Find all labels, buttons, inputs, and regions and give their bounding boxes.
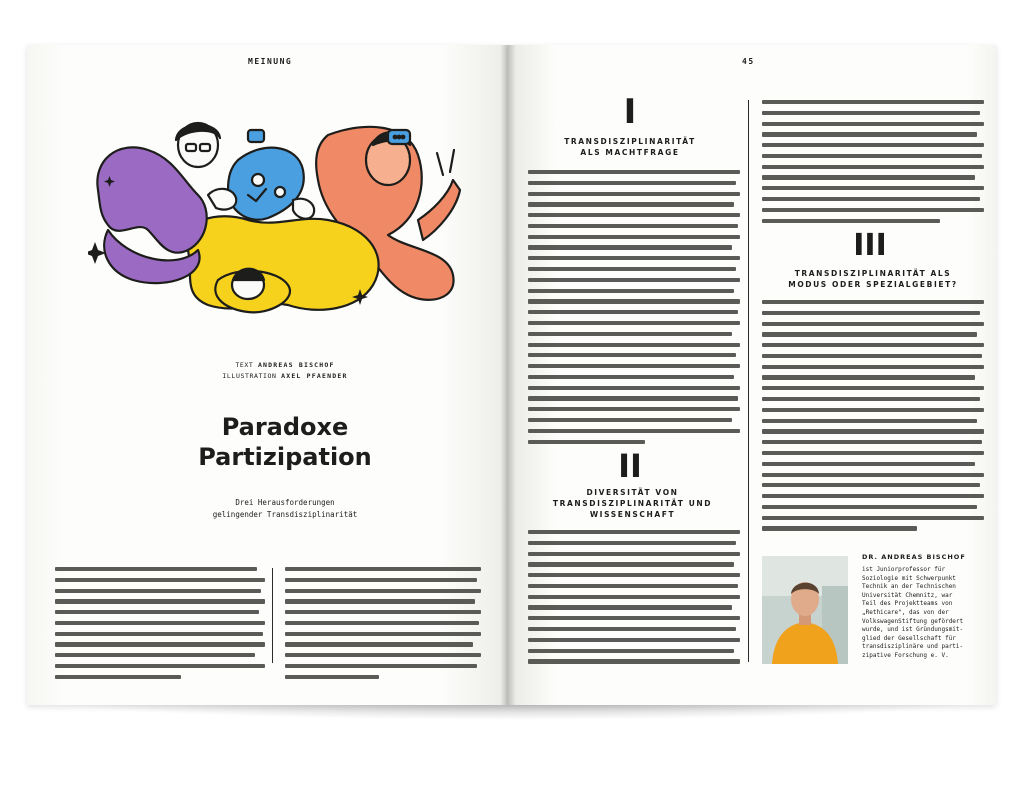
section-heading-2-line-2: TRANSDISZIPLINARITÄT UND [552, 499, 713, 508]
article-title [140, 412, 430, 472]
section-2-body [528, 530, 740, 670]
section-3-body [762, 300, 984, 537]
section-1-body [528, 170, 740, 450]
author-bio-line: Technik an der Technischen [862, 583, 956, 591]
column-rule-right [748, 100, 749, 662]
author-bio-line: Teil des Projektteams von [862, 600, 953, 608]
author-bio-line: Soziologie mit Schwerpunkt [862, 574, 956, 582]
subtitle-line-1: Drei Herausforderungen [235, 498, 335, 507]
section-heading-1 [545, 136, 715, 158]
intro-column-1 [55, 567, 265, 686]
section-heading-3-line-1: TRANSDISZIPLINARITÄT ALS [794, 269, 952, 278]
section-heading-1-line-2: ALS MACHTFRAGE [580, 148, 680, 157]
author-portrait-icon [762, 556, 848, 664]
section-heading-2-line-3: WISSENSCHAFT [589, 510, 676, 519]
author-bio [862, 566, 988, 661]
author-bio-line: VolkswagenStiftung gefördert [862, 617, 964, 625]
author-bio-line: Universität Chemnitz, war [862, 591, 953, 599]
section-heading-1-line-1: TRANSDISZIPLINARITÄT [564, 137, 696, 146]
intro-column-2 [285, 567, 481, 686]
column-rule [272, 568, 273, 663]
author-name: DR. ANDREAS BISCHOF [862, 553, 966, 561]
author-bio-line: zipative Forschung e. V. [862, 651, 949, 659]
running-head-section: MEINUNG [248, 57, 293, 66]
section-2-continued-body [762, 100, 984, 229]
author-bio-line: wurde, und ist Gründungsmit- [862, 626, 964, 634]
section-numeral-2: II [618, 447, 642, 485]
section-heading-2-line-1: DIVERSITÄT VON [586, 488, 679, 497]
section-heading-3-line-2: MODUS ODER SPEZIALGEBIET? [788, 280, 958, 289]
section-numeral-1: I [623, 92, 637, 132]
author-portrait-photo [762, 556, 848, 664]
credits-illustration-label: ILLUSTRATION [222, 372, 277, 380]
subtitle-line-2: gelingender Transdisziplinarität [212, 510, 358, 519]
section-heading-2 [545, 487, 720, 520]
credits-illustration-author: AXEL PFAENDER [281, 372, 348, 380]
section-numeral-3: III [853, 228, 887, 263]
author-bio-line: transdisziplinäre und parti- [862, 643, 964, 651]
book-gutter [500, 45, 516, 705]
title-line-2: Partizipation [198, 443, 372, 471]
author-bio-line: glied der Gesellschaft für [862, 634, 956, 642]
article-subtitle [150, 497, 420, 521]
section-heading-3 [778, 268, 968, 290]
title-line-1: Paradoxe [221, 413, 349, 441]
author-bio-line: „Rethicare", das von der [862, 608, 949, 616]
credits-text-label: TEXT [235, 361, 254, 369]
people-collaboration-illustration [88, 100, 468, 345]
credits-text-author: ANDREAS BISCHOF [257, 361, 335, 369]
credits [165, 360, 405, 382]
page-number: 45 [742, 57, 755, 66]
author-bio-line: ist Juniorprofessor für [862, 566, 946, 573]
